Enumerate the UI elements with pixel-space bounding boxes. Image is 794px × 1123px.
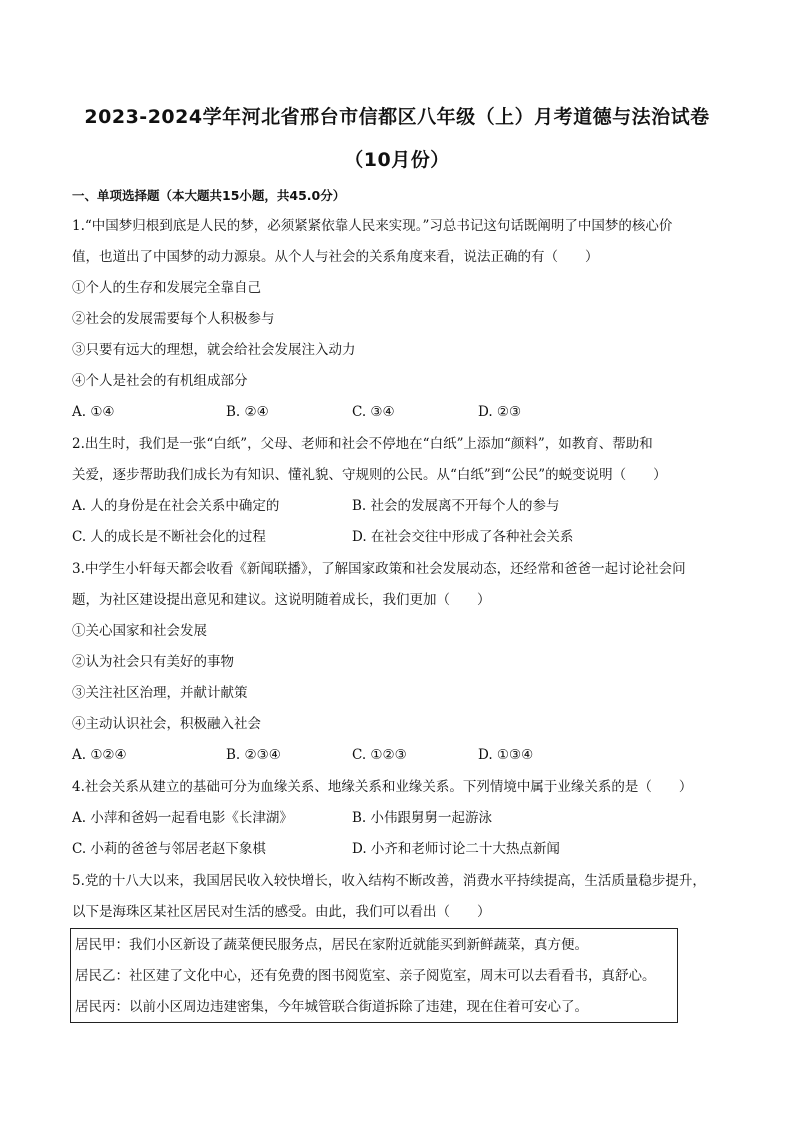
q1-option-a[interactable]: A. ①④ — [72, 404, 115, 420]
q2-option-c[interactable]: C. 人的成长是不断社会化的过程 — [72, 529, 266, 545]
q1-option-b[interactable]: B. ②④ — [226, 404, 269, 420]
q3-option-a[interactable]: A. ①②④ — [72, 747, 127, 763]
q1-item-4: ④个人是社会的有机组成部分 — [72, 373, 248, 389]
resident-quote-b: 居民乙：社区建了文化中心，还有免费的图书阅览室、亲子阅览室，周末可以去看看书，真舒心。 — [75, 968, 656, 984]
q3-item-3: ③关注社区治理，并献计献策 — [72, 685, 248, 701]
q3-option-b[interactable]: B. ②③④ — [226, 747, 281, 763]
q1-item-3: ③只要有远大的理想，就会给社会发展注入动力 — [72, 342, 356, 358]
q5-stem-line1: 5.党的十八大以来，我国居民收入较快增长，收入结构不断改善，消费水平持续提高，生活质量稳步提升， — [72, 873, 706, 889]
section-heading: 一、单项选择题（本大题共15小题，共45.0分） — [72, 188, 346, 203]
q4-option-d[interactable]: D. 小齐和老师讨论二十大热点新闻 — [352, 841, 560, 857]
q1-item-2: ②社会的发展需要每个人积极参与 — [72, 311, 275, 327]
q1-stem-line1: 1.“中国梦归根到底是人民的梦，必须紧紧依靠人民来实现。”习总书记这句话既阐明了中国梦的核心价 — [72, 218, 673, 234]
q4-option-a[interactable]: A. 小萍和爸妈一起看电影《长津湖》 — [72, 810, 293, 826]
q3-option-c[interactable]: C. ①②③ — [352, 747, 407, 763]
q4-stem-line1: 4.社会关系从建立的基础可分为血缘关系、地缘关系和业缘关系。下列情境中属于业缘关系的是（ ） — [72, 779, 693, 795]
q1-stem-line2: 值，也道出了中国梦的动力源泉。从个人与社会的关系角度来看，说法正确的有（ ） — [72, 249, 599, 265]
q2-stem-line1: 2.出生时，我们是一张“白纸”，父母、老师和社会不停地在“白纸”上添加“颜料”，如教育、帮助和 — [72, 436, 653, 452]
q2-stem-line2: 关爱，逐步帮助我们成长为有知识、懂礼貌、守规则的公民。从“白纸”到“公民”的蜕变说明（ ） — [72, 467, 667, 483]
resident-quote-a: 居民甲：我们小区新设了蔬菜便民服务点，居民在家附近就能买到新鲜蔬菜，真方便。 — [75, 937, 588, 953]
q2-option-b[interactable]: B. 社会的发展离不开每个人的参与 — [352, 498, 560, 514]
q3-item-1: ①关心国家和社会发展 — [72, 623, 207, 639]
exam-title: 2023-2024学年河北省邢台市信都区八年级（上）月考道德与法治试卷 — [84, 106, 710, 128]
q1-item-1: ①个人的生存和发展完全靠自己 — [72, 280, 261, 296]
q3-stem-line1: 3.中学生小轩每天都会收看《新闻联播》，了解国家政策和社会发展动态，还经常和爸爸一起讨论社会问 — [72, 561, 686, 577]
q3-option-d[interactable]: D. ①③④ — [478, 747, 534, 763]
q5-stem-line2: 以下是海珠区某社区居民对生活的感受。由此，我们可以看出（ ） — [72, 904, 491, 920]
exam-subtitle: （10月份） — [344, 149, 450, 171]
q2-option-d[interactable]: D. 在社会交往中形成了各种社会关系 — [352, 529, 574, 545]
q1-option-c[interactable]: C. ③④ — [352, 404, 395, 420]
q4-option-b[interactable]: B. 小伟跟舅舅一起游泳 — [352, 810, 493, 826]
q1-option-d[interactable]: D. ②③ — [478, 404, 522, 420]
q2-option-a[interactable]: A. 人的身份是在社会关系中确定的 — [72, 498, 280, 514]
resident-quote-c: 居民丙：以前小区周边违建密集，今年城管联合街道拆除了违建，现在住着可安心了。 — [75, 999, 588, 1015]
q3-stem-line2: 题，为社区建设提出意见和建议。这说明随着成长，我们更加（ ） — [72, 592, 491, 608]
q3-item-2: ②认为社会只有美好的事物 — [72, 654, 234, 670]
q3-item-4: ④主动认识社会，积极融入社会 — [72, 716, 261, 732]
q4-option-c[interactable]: C. 小莉的爸爸与邻居老赵下象棋 — [72, 841, 266, 857]
resident-quotes-box — [70, 928, 678, 1023]
